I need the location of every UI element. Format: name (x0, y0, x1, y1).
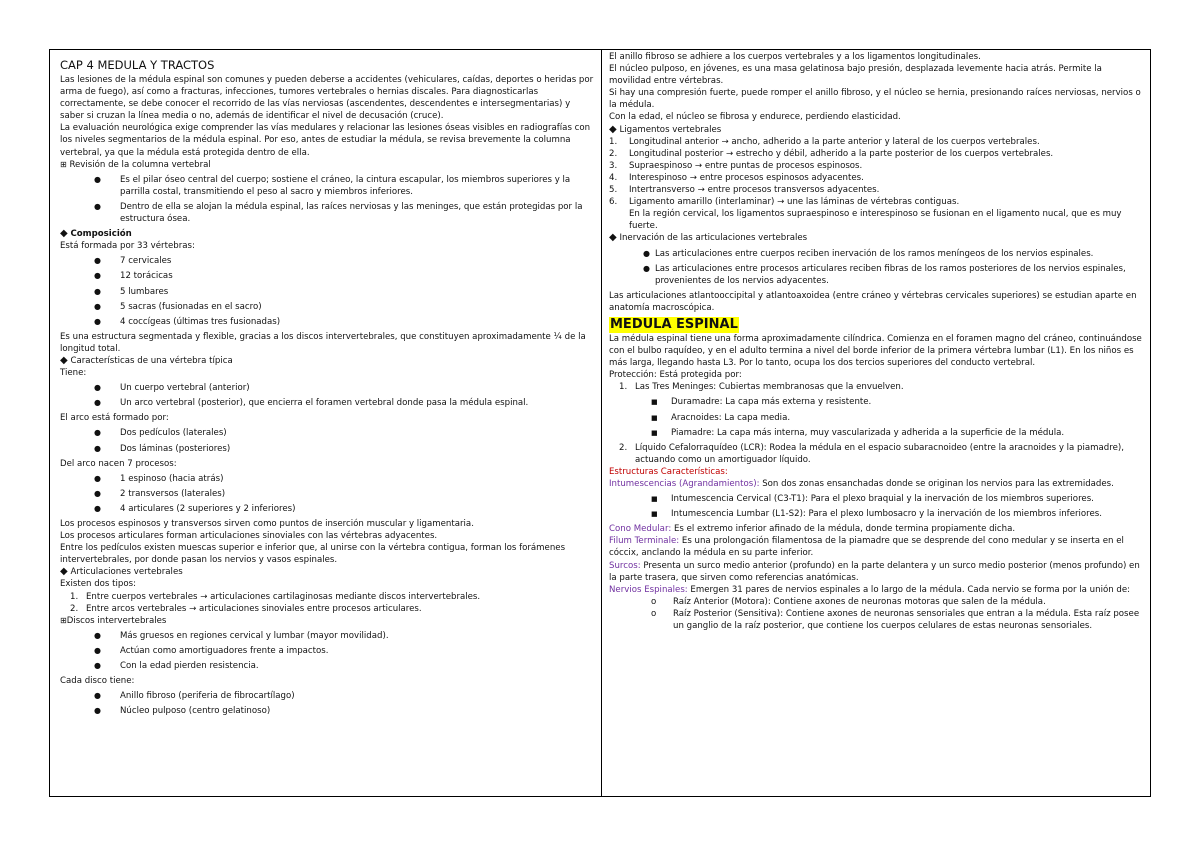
list-item: ● Más gruesos en regiones cervical y lumbar (mayor movilidad). (60, 630, 595, 642)
intro-paragraph: La evaluación neurológica exige comprender las vías medulares y relacionar las lesiones óseas visibles en radiografías con los niveles segmentarios de la médula espinal. Por eso, antes de estudiar la médula, se revisa brevemente la columna vertebral, ya que la médula está protegida dentro de ella. (60, 123, 591, 158)
section-heading: ◆ Ligamentos vertebrales (609, 123, 722, 135)
list-item: 2. Longitudinal posterior → estrecho y débil, adherido a la parte posterior de los cuerpos vertebrales. (609, 148, 1054, 159)
numbered-list (609, 381, 1146, 393)
paragraph: El núcleo pulposo, en jóvenes, es una masa gelatinosa bajo presión, desplazada levemente hacia atrás. Permite la movilidad entre vértebras. (609, 64, 1102, 87)
paragraph: Intumescencias (Agrandamientos): Son dos zonas ensanchadas donde se originan los nervios para las extremidades. (609, 479, 1114, 489)
diamond-icon: ◆ (60, 354, 68, 366)
list-item: ● Dentro de ella se alojan la médula espinal, las raíces nerviosas y las meninges, que están protegidas por la estructura ósea. (60, 201, 595, 225)
list-item: o Raíz Anterior (Motora): Contiene axones de neuronas motoras que salen de la médula. (609, 596, 1146, 608)
list-item: ■ Duramadre: La capa más externa y resistente. (609, 396, 1146, 408)
list-item: 5. Intertransverso → entre procesos transversos adyacentes. (609, 185, 880, 196)
list-item: ● Núcleo pulposo (centro gelatinoso) (60, 705, 595, 717)
paragraph: Cada disco tiene: (60, 676, 135, 687)
right-column (602, 50, 1151, 796)
list-item: ● 7 cervicales (60, 255, 595, 267)
paragraph: Está formada por 33 vértebras: (60, 241, 195, 252)
list-item: ● 12 torácicas (60, 270, 595, 282)
list-item: ● 2 transversos (laterales) (60, 488, 595, 500)
box-icon: ⊞ (60, 615, 67, 625)
diamond-icon: ◆ (609, 232, 617, 244)
list-item: ● Es el pilar óseo central del cuerpo; sostiene el cráneo, la cintura escapular, los miembros superiores y la parrilla costal, transmitiendo el peso al sacro y miembros inferiores. (60, 174, 595, 198)
document-page (49, 49, 1151, 797)
list-item: 1. Las Tres Meninges: Cubiertas membranosas que la envuelven. (619, 382, 904, 393)
paragraph: Los procesos articulares forman articulaciones sinoviales con las vértebras adyacentes. (60, 531, 438, 542)
square-list (609, 493, 1146, 520)
list-item: o Raíz Posterior (Sensitiva): Contiene axones de neuronas sensoriales que entran a la médula. Esta raíz posee un ganglio de la raíz posterior, que contiene los cuerpos celulares de estas neuronas sensoriales. (609, 608, 1146, 632)
list-item: ■ Intumescencia Lumbar (L1-S2): Para el plexo lumbosacro y la inervación de los miembros inferiores. (609, 508, 1146, 520)
section-heading: ◆ Articulaciones vertebrales (60, 566, 183, 578)
diamond-icon: ◆ (609, 123, 617, 135)
bullet-list (60, 174, 595, 225)
list-item: 1. Longitudinal anterior → ancho, adherido a la parte anterior y lateral de los cuerpos vertebrales. (609, 136, 1040, 147)
bullet-list (60, 255, 595, 327)
list-item: ● Con la edad pierden resistencia. (60, 660, 595, 672)
list-item: 4. Interespinoso → entre procesos espinosos adyacentes. (609, 172, 864, 183)
numbered-list (60, 591, 595, 615)
paragraph: Los procesos espinosos y transversos sirven como puntos de inserción muscular y ligamentaria. (60, 519, 474, 529)
list-item: ● Las articulaciones entre procesos articulares reciben fibras de los ramos posteriores de los nervios espinales, provenientes de los nervios adyacentes. (609, 263, 1146, 287)
section-title-highlight: MEDULA ESPINAL (610, 316, 738, 332)
list-item: 3. Supraespinoso → entre puntas de procesos espinosos. (609, 160, 863, 171)
paragraph: La médula espinal tiene una forma aproximadamente cilíndrica. Comienza en el foramen magno del cráneo, continuándose con el bulbo raquídeo, y en el adulto termina a nivel del borde inferior de la primera vértebra lumbar (L1). En los niños es más larga, llegando hasta L3. Por lo tanto, ocupa los dos tercios superiores del conducto vertebral. (609, 333, 1142, 369)
numbered-list (609, 136, 1146, 209)
paragraph: Entre los pedículos existen muescas superior e inferior que, al unirse con la vértebra contigua, forman los forámenes intervertebrales, por donde pasan los nervios y vasos espinales. (60, 543, 566, 566)
section-heading: ⊞Discos intervertebrales (60, 615, 167, 626)
paragraph: Filum Terminale: Es una prolongación filamentosa de la piamadre que se desprende del cono medular y se inserta en el cóccix, anclando la médula en su parte inferior. (609, 536, 1124, 559)
paragraph: Cono Medular: Es el extremo inferior afinado de la médula, donde termina propiamente dicha. (609, 524, 1016, 535)
numbered-list (609, 442, 1146, 466)
paragraph: Si hay una compresión fuerte, puede romper el anillo fibroso, y el núcleo se hernia, presionando raíces nerviosas, nervios o la médula. (609, 88, 1141, 111)
list-item: ● 5 lumbares (60, 286, 595, 298)
list-item: ● 1 espinoso (hacia atrás) (60, 473, 595, 485)
list-item: 1. Entre cuerpos vertebrales → articulaciones cartilaginosas mediante discos intervertebrales. (70, 591, 481, 602)
list-item: ● Actúan como amortiguadores frente a impactos. (60, 645, 595, 657)
paragraph: En la región cervical, los ligamentos supraespinoso e interespinoso se fusionan en el ligamento nucal, que es muy fuerte. (629, 209, 1122, 232)
paragraph: Surcos: Presenta un surco medio anterior (profundo) en la parte delantera y un surco medio posterior (menos profundo) en la parte trasera, que sirven como referencias anatómicas. (609, 560, 1140, 583)
diamond-icon: ◆ (60, 228, 68, 240)
section-heading: ◆ Inervación de las articulaciones vertebrales (609, 232, 808, 244)
chapter-title: CAP 4 MEDULA Y TRACTOS (60, 58, 215, 72)
list-item: ● Dos láminas (posteriores) (60, 443, 595, 455)
diamond-icon: ◆ (60, 566, 68, 578)
square-list (609, 396, 1146, 438)
list-item: ● 4 coccígeas (últimas tres fusionadas) (60, 316, 595, 328)
subheading: Estructuras Características: (609, 466, 728, 477)
bullet-list (60, 427, 595, 454)
paragraph: Las articulaciones atlantooccipital y atlantoaxoidea (entre cráneo y vértebras cervicales superiores) se estudian aparte en anatomía macroscópica. (609, 290, 1137, 313)
list-item: ■ Intumescencia Cervical (C3-T1): Para el plexo braquial y la inervación de los miembros superiores. (609, 493, 1146, 505)
list-item: 2. Entre arcos vertebrales → articulaciones sinoviales entre procesos articulares. (70, 603, 422, 614)
bullet-list (60, 473, 595, 515)
list-item: ● Dos pedículos (laterales) (60, 427, 595, 439)
bullet-list (60, 690, 595, 717)
bullet-list (60, 630, 595, 672)
section-heading: ⊞ Revisión de la columna vertebral (60, 159, 211, 170)
paragraph: Es una estructura segmentada y flexible, gracias a los discos intervertebrales, que constituyen aproximadamente ¼ de la longitud total. (60, 331, 586, 354)
list-item: ● 4 articulares (2 superiores y 2 inferiores) (60, 503, 595, 515)
list-item: ● Las articulaciones entre cuerpos reciben inervación de los ramos meníngeos de los nervios espinales. (609, 248, 1146, 260)
list-item: 2. Líquido Cefalorraquídeo (LCR): Rodea la médula en el espacio subaracnoideo (entre la aracnoides y la piamadre), actuando como un amortiguador líquido. (619, 442, 1124, 465)
intro-paragraph: Las lesiones de la médula espinal son comunes y pueden deberse a accidentes (vehiculares, caídas, deportes o heridas por arma de fuego), así como a fracturas, infecciones, tumores vertebrales o hernias discales. Para diagnosticarlas correctamente, se debe conocer el recorrido de las vías nerviosas (ascendentes, descendentes e intersegmentarias) y saber si cruzan la línea media o no, además de identificar el nivel de decusación (cruce). (60, 75, 594, 122)
paragraph: Nervios Espinales: Emergen 31 pares de nervios espinales a lo largo de la médula. Cada nervio se forma por la unión de: (609, 584, 1131, 595)
list-item: ■ Piamadre: La capa más interna, muy vascularizada y adherida a la superficie de la médula. (609, 427, 1146, 439)
list-item: 6. Ligamento amarillo (interlaminar) → une las láminas de vértebras contiguas. (609, 197, 960, 208)
left-column (50, 50, 602, 796)
list-item: ■ Aracnoides: La capa media. (609, 412, 1146, 424)
paragraph: Tiene: (60, 368, 87, 379)
paragraph: Con la edad, el núcleo se fibrosa y endurece, perdiendo elasticidad. (609, 112, 901, 123)
paragraph: Existen dos tipos: (60, 579, 136, 590)
section-heading: ◆ Características de una vértebra típica (60, 354, 233, 366)
paragraph: Protección: Está protegida por: (609, 370, 742, 381)
bullet-list (60, 382, 595, 409)
circle-list (609, 596, 1146, 632)
box-icon: ⊞ (60, 159, 67, 169)
list-item: ● Un cuerpo vertebral (anterior) (60, 382, 595, 394)
paragraph: El anillo fibroso se adhiere a los cuerpos vertebrales y a los ligamentos longitudinales. (609, 52, 981, 62)
paragraph: El arco está formado por: (60, 413, 169, 424)
list-item: ● 5 sacras (fusionadas en el sacro) (60, 301, 595, 313)
list-item: ● Anillo fibroso (periferia de fibrocartílago) (60, 690, 595, 702)
list-item: ● Un arco vertebral (posterior), que encierra el foramen vertebral donde pasa la médula espinal. (60, 397, 595, 409)
bullet-list (609, 248, 1146, 287)
paragraph: Del arco nacen 7 procesos: (60, 458, 177, 469)
section-heading: ◆ Composición (60, 228, 132, 240)
